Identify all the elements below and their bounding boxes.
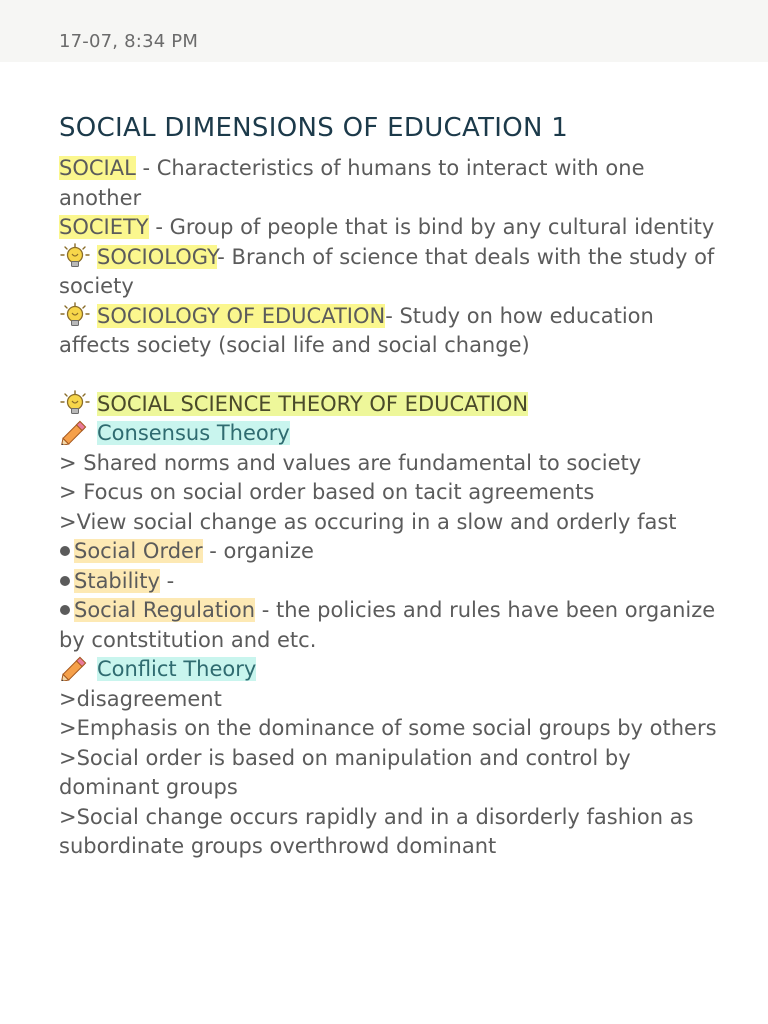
- spacer: [59, 361, 719, 390]
- term-society: SOCIETY: [59, 215, 149, 239]
- lightbulb-icon: [59, 390, 91, 416]
- bullet-icon: [60, 546, 70, 556]
- term-sociology: SOCIOLOGY: [97, 244, 218, 269]
- lightbulb-icon: [59, 243, 91, 269]
- bullet-item-stability: [59, 567, 719, 597]
- pencil-icon: [59, 419, 91, 445]
- definition-society: [59, 213, 719, 243]
- bullet-text: - the policies and rules have been organize by contstitution and etc.: [59, 598, 716, 652]
- pencil-icon: [59, 655, 91, 681]
- term-stability: Stability: [74, 568, 160, 593]
- definition-sociology-of-education: [59, 302, 719, 361]
- definition-social: [59, 154, 719, 213]
- conflict-point: >Social order is based on manipulation and control by dominant groups: [59, 745, 631, 799]
- definition-text: - Study on how education affects society (social life and social change): [59, 303, 654, 357]
- term-social-order: Social Order: [74, 539, 203, 563]
- consensus-point: > Focus on social order based on tacit agreements: [59, 480, 595, 504]
- term-sociology-of-education: SOCIOLOGY OF EDUCATION: [97, 303, 386, 328]
- bullet-item-social-order: [59, 537, 719, 567]
- bullet-text: -: [159, 568, 175, 593]
- conflict-point: >Emphasis on the dominance of some social groups by others: [59, 716, 717, 740]
- definition-sociology: [59, 243, 719, 302]
- term-social: SOCIAL: [59, 156, 136, 180]
- definition-text: - Characteristics of humans to interact with one another: [59, 156, 645, 210]
- consensus-heading: [59, 419, 719, 449]
- note-title: SOCIAL DIMENSIONS OF EDUCATION 1: [59, 113, 569, 143]
- conflict-heading-text: Conflict Theory: [97, 657, 257, 681]
- consensus-heading-text: Consensus Theory: [97, 421, 290, 445]
- conflict-point: >disagreement: [59, 686, 222, 711]
- lightbulb-icon: [59, 302, 91, 328]
- header-bar: [0, 0, 768, 62]
- section-heading: [59, 390, 719, 420]
- note-body: [59, 110, 719, 862]
- definition-text: - Group of people that is bind by any cultural identity: [148, 215, 715, 239]
- bullet-icon: [60, 576, 70, 586]
- bullet-icon: [60, 605, 70, 615]
- conflict-heading: [59, 655, 719, 685]
- bullet-item-social-regulation: [59, 596, 719, 655]
- section-heading-text: SOCIAL SCIENCE THEORY OF EDUCATION: [97, 391, 529, 416]
- term-social-regulation: Social Regulation: [74, 598, 256, 622]
- definition-text: - Branch of science that deals with the study of society: [59, 244, 715, 298]
- bullet-text: - organize: [202, 539, 314, 563]
- consensus-point: > Shared norms and values are fundamental to society: [59, 450, 642, 475]
- timestamp: 17-07, 8:34 PM: [59, 31, 199, 52]
- conflict-point: >Social change occurs rapidly and in a disorderly fashion as subordinate groups overthrowd dominant: [59, 804, 694, 858]
- consensus-point: >View social change as occuring in a slow and orderly fast: [59, 509, 677, 534]
